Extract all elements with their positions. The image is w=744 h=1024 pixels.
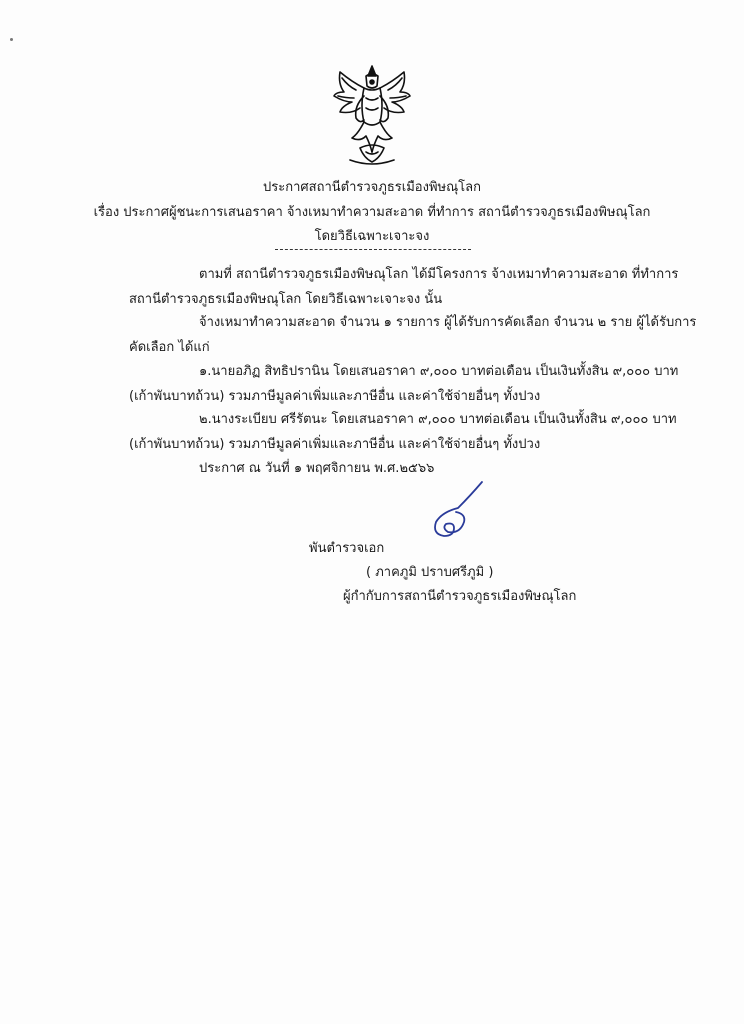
signatory-name: ( ภาคภูมิ ปราบศรีภูมิ ) xyxy=(366,565,494,580)
item1-line2: (เก้าพันบาทถ้วน) รวมภาษีมูลค่าเพิ่มและภาษีอื่น และค่าใช้จ่ายอื่นๆ ทั้งปวง xyxy=(129,389,541,404)
item2-line1: ๒.นางระเบียบ ศรีรัตนะ โดยเสนอราคา ๙,๐๐๐ บาทต่อเดือน เป็นเงินทั้งสิน ๙,๐๐๐ บาท xyxy=(199,412,677,427)
para1-line2: สถานีตำรวจภูธรเมืองพิษณุโลก โดยวิธีเฉพาะเจาะจง นั้น xyxy=(129,292,443,307)
header-divider xyxy=(275,249,471,250)
para2-line1: จ้างเหมาทำความสะอาด จำนวน ๑ รายการ ผู้ได้รับการคัดเลือก จำนวน ๒ ราย ผู้ได้รับการ xyxy=(199,315,697,330)
office-title: ประกาศสถานีตำรวจภูธรเมืองพิษณุโลก xyxy=(263,180,481,195)
announcement-date: ประกาศ ณ วันที่ ๑ พฤศจิกายน พ.ศ.๒๕๖๖ xyxy=(199,461,435,476)
garuda-emblem-icon xyxy=(330,62,414,170)
item2-line2: (เก้าพันบาทถ้วน) รวมภาษีมูลค่าเพิ่มและภาษีอื่น และค่าใช้จ่ายอื่นๆ ทั้งปวง xyxy=(129,437,541,452)
subject-line: เรื่อง ประกาศผู้ชนะการเสนอราคา จ้างเหมาทำความสะอาด ที่ทำการ สถานีตำรวจภูธรเมืองพิษณุโลก xyxy=(93,205,651,220)
method-line: โดยวิธีเฉพาะเจาะจง xyxy=(314,229,430,244)
item1-line1: ๑.นายอภิฏ สิทธิปรานิน โดยเสนอราคา ๙,๐๐๐ บาทต่อเดือน เป็นเงินทั้งสิน ๙,๐๐๐ บาท xyxy=(199,364,679,379)
scan-speck xyxy=(10,38,13,41)
handwritten-signature xyxy=(420,478,490,548)
para1-line1: ตามที่ สถานีตำรวจภูธรเมืองพิษณุโลก ได้มีโครงการ จ้างเหมาทำความสะอาด ที่ทำการ xyxy=(199,267,679,282)
signatory-position: ผู้กำกับการสถานีตำรวจภูธรเมืองพิษณุโลก xyxy=(343,589,577,604)
signatory-rank: พันตำรวจเอก xyxy=(309,541,385,556)
para2-line2: คัดเลือก ได้แก่ xyxy=(129,340,210,355)
